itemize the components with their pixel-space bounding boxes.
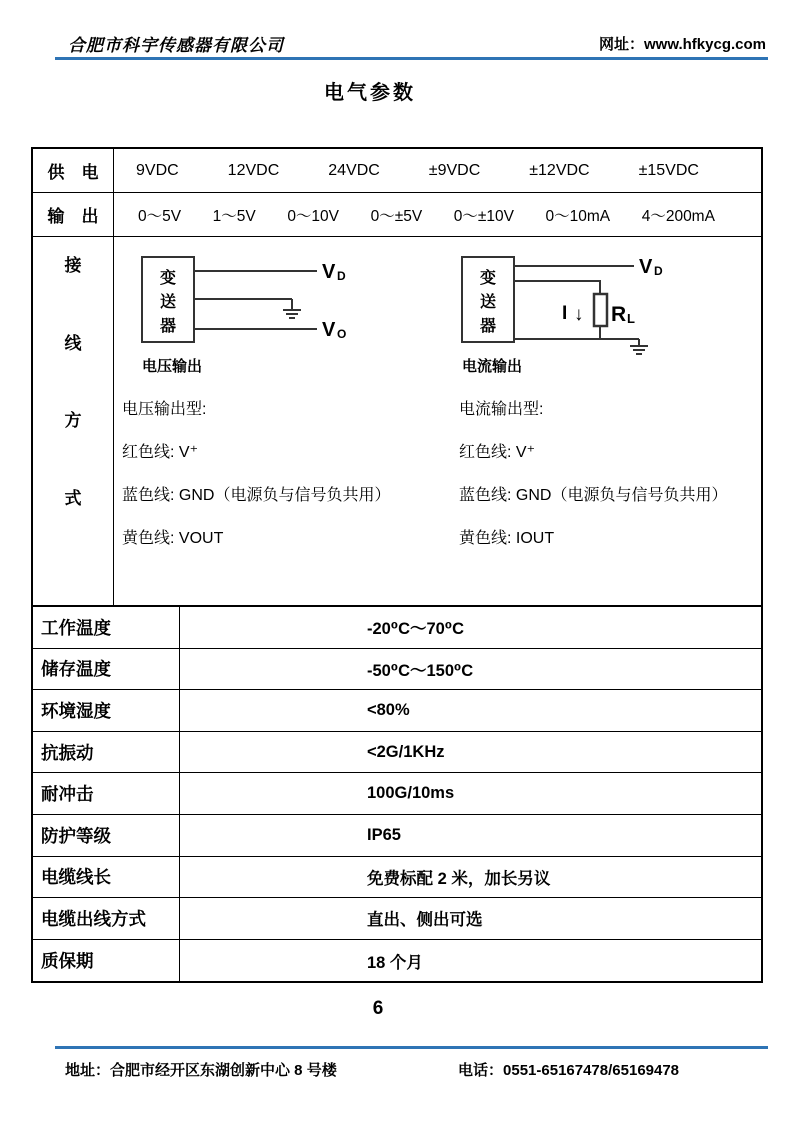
transmitter-char: 变 xyxy=(159,270,177,287)
output-option: 0～10V xyxy=(287,207,340,225)
output-option: 0～10mA xyxy=(545,207,611,225)
page-header xyxy=(55,28,768,58)
transmitter-char: 送 xyxy=(159,294,177,311)
wiring-label-char: 式 xyxy=(64,488,82,508)
table-row xyxy=(33,857,761,899)
blue-wire-desc: 蓝色线: GND（电源负与信号负共用） xyxy=(459,487,728,504)
table-row xyxy=(33,898,761,940)
website-label: 网址： xyxy=(599,36,645,53)
voltage-wiring-text xyxy=(122,401,390,573)
output-values xyxy=(114,193,761,236)
phone xyxy=(458,1059,679,1080)
output-option: 0～±10V xyxy=(453,207,514,225)
address-value: 合肥市经开区东湖创新中心 8 号楼 xyxy=(110,1062,337,1079)
spec-label: 质保期 xyxy=(33,940,180,982)
table-row xyxy=(33,649,761,691)
spec-value: -50⁰C～150⁰C xyxy=(367,661,474,680)
spec-value: -20⁰C～70⁰C xyxy=(367,620,464,639)
ground-icon xyxy=(283,299,301,318)
output-option: 0～±5V xyxy=(370,207,423,225)
red-wire-desc: 红色线: V⁺ xyxy=(459,444,536,461)
supply-option: ±9VDC xyxy=(428,161,481,179)
table-row xyxy=(33,940,761,982)
footer-divider xyxy=(55,1046,768,1049)
table-row xyxy=(33,732,761,774)
red-wire-desc: 红色线: V⁺ xyxy=(122,444,199,461)
current-wiring-text xyxy=(459,401,727,573)
company-name: 合肥市科宇传感器有限公司 xyxy=(68,36,284,55)
voltage-diagram-caption: 电压输出 xyxy=(142,358,203,375)
table-row xyxy=(33,815,761,857)
table-row-supply xyxy=(33,149,761,193)
current-output-circuit-diagram xyxy=(454,249,765,359)
spec-value: 直出、侧出可选 xyxy=(367,911,483,930)
current-type-title: 电流输出型: xyxy=(459,401,544,418)
yellow-wire-desc: 黄色线: VOUT xyxy=(122,530,224,547)
transmitter-char: 送 xyxy=(479,294,497,311)
vd-label: V xyxy=(639,256,653,278)
transmitter-char: 变 xyxy=(479,270,497,287)
load-resistor xyxy=(594,294,607,326)
current-diagram-caption: 电流输出 xyxy=(462,358,523,375)
header-divider xyxy=(55,57,768,60)
supply-values xyxy=(114,149,761,192)
supply-label: 供 电 xyxy=(33,149,114,192)
output-label: 输 出 xyxy=(33,193,114,236)
table-row xyxy=(33,607,761,649)
spec-label: 环境湿度 xyxy=(33,690,180,731)
spec-label: 抗振动 xyxy=(33,732,180,773)
current-label: I xyxy=(562,303,568,324)
website xyxy=(599,33,766,54)
output-option: 4～200mA xyxy=(641,207,715,225)
yellow-wire-desc: 黄色线: IOUT xyxy=(459,530,555,547)
wiring-label-char: 接 xyxy=(64,256,82,275)
vo-sub-label: O xyxy=(337,327,347,341)
supply-option: ±15VDC xyxy=(638,161,699,179)
load-wire xyxy=(514,281,600,294)
supply-option: ±12VDC xyxy=(529,161,590,179)
vd-sub-label: D xyxy=(337,269,346,283)
spec-value: <2G/1KHz xyxy=(367,742,445,761)
wiring-label-char: 方 xyxy=(64,411,82,431)
spec-table xyxy=(31,605,763,983)
wiring-content xyxy=(114,237,761,605)
page-footer xyxy=(65,1059,768,1080)
vo-label: V xyxy=(322,319,336,341)
wiring-label-char: 线 xyxy=(64,333,82,353)
voltage-type-title: 电压输出型: xyxy=(122,401,207,418)
page-number: 6 xyxy=(372,998,384,1019)
spec-value: 100G/10ms xyxy=(367,784,455,803)
spec-value: 18 个月 xyxy=(367,953,423,972)
spec-value: <80% xyxy=(367,700,410,719)
vd-sub-label: D xyxy=(654,264,663,278)
current-arrow-icon: ↓ xyxy=(574,304,584,325)
spec-label: 耐冲击 xyxy=(33,773,180,814)
spec-value: IP65 xyxy=(367,825,401,844)
spec-label: 电缆出线方式 xyxy=(33,898,180,939)
transmitter-char: 器 xyxy=(159,318,177,335)
address-label: 地址： xyxy=(65,1062,111,1079)
electrical-parameters-table xyxy=(31,147,763,605)
supply-option: 24VDC xyxy=(328,161,380,179)
wiring-method-label xyxy=(33,237,114,605)
transmitter-char: 器 xyxy=(479,318,497,335)
page-title: 电气参数 xyxy=(324,82,416,104)
phone-value: 0551-65167478/65169478 xyxy=(503,1062,680,1079)
rl-sub-label: L xyxy=(627,311,635,326)
spec-label: 工作温度 xyxy=(33,607,180,648)
table-row xyxy=(33,690,761,732)
output-option: 0～5V xyxy=(138,207,182,225)
spec-value: 免费标配 2 米，加长另议 xyxy=(367,869,551,888)
supply-option: 12VDC xyxy=(227,161,280,179)
rl-label: R xyxy=(611,303,627,326)
supply-option: 9VDC xyxy=(136,161,179,179)
spec-label: 电缆线长 xyxy=(33,857,180,898)
vd-label: V xyxy=(322,261,336,283)
table-row xyxy=(33,773,761,815)
spec-label: 防护等级 xyxy=(33,815,180,856)
output-option: 1～5V xyxy=(212,207,256,225)
ground-icon xyxy=(630,339,648,354)
phone-label: 电话： xyxy=(458,1062,504,1079)
table-row-output xyxy=(33,193,761,237)
blue-wire-desc: 蓝色线: GND（电源负与信号负共用） xyxy=(122,487,391,504)
website-url: www.hfkycg.com xyxy=(644,36,766,53)
spec-label: 储存温度 xyxy=(33,649,180,690)
voltage-output-circuit-diagram xyxy=(122,249,442,359)
table-row-wiring xyxy=(33,237,761,605)
